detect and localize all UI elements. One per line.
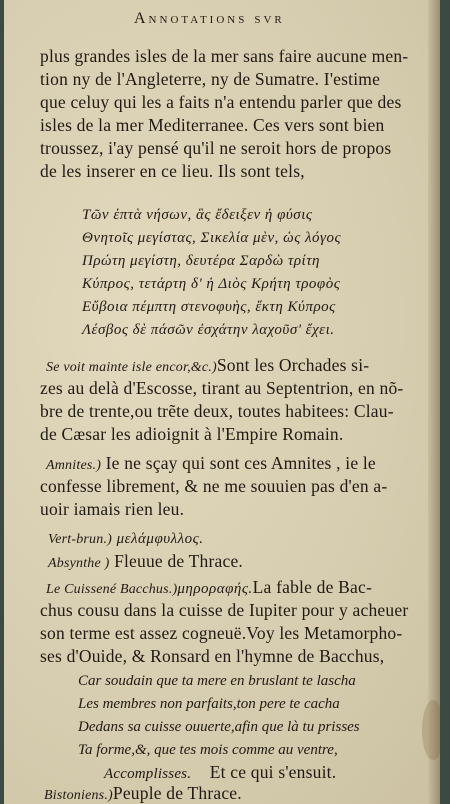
- bacchus-line: [46, 577, 372, 598]
- page-edge-shadow: [428, 0, 440, 804]
- orchades-line: [46, 355, 369, 376]
- paragraph1-line: de les inserer en ce lieu. Ils sont tels,: [40, 161, 305, 181]
- bacchus-line: chus cousu dans la cuisse de Iupiter pour y acheuer: [40, 600, 409, 620]
- paragraph1-line: troussez, i'ay pensé qu'il ne seroit hors de propos: [40, 138, 392, 158]
- amnites-line: [46, 453, 376, 474]
- lemma-gloss: Sont les Orchades si-: [216, 355, 370, 375]
- poem-line: Car soudain que ta mere en bruslant te lascha: [78, 673, 356, 689]
- lemma-gloss: Fleuue de Thrace.: [114, 551, 243, 571]
- amnites-line: confesse librement, & ne me souuien pas d'en a-: [40, 476, 388, 496]
- lemma-gloss: La fable de Bac-: [252, 577, 372, 597]
- absynthe-line: [48, 551, 243, 572]
- lemma-se-voit: Se voit mainte isle encor,&c.): [46, 360, 217, 375]
- orchades-line: zes au delà d'Escosse, tirant au Septentrion, en nõ-: [40, 378, 404, 398]
- paragraph1-line: isles de la mer Mediterranee. Ces vers sont bien: [40, 115, 385, 135]
- poem-line: Les membres non parfaits,ton pere te cacha: [78, 696, 340, 712]
- orchades-line: bre de trente,ou trẽte deux, toutes habitees: Clau-: [40, 401, 394, 421]
- book-page: [4, 0, 440, 804]
- lemma-bistoniens: Bistoniens.): [44, 788, 113, 803]
- ink-stain: [422, 700, 440, 760]
- greek-gloss: μηροραφής.: [177, 581, 253, 597]
- greek-verse-line: Πρώτη μεγίστη, δευτέρα Σαρδὼ τρίτη: [82, 253, 321, 269]
- lemma-absynthe: Absynthe ): [48, 556, 110, 571]
- greek-verse-line: Τῶν ἑπτὰ νήσων, ἃς ἔδειξεν ἡ φύσις: [82, 207, 313, 223]
- poem-last-line: [104, 762, 336, 783]
- bistoniens-line: [44, 783, 242, 804]
- vert-brun-line: [48, 527, 203, 548]
- greek-verse-line: Λέσβος δὲ πάσῶν ἐσχάτην λαχοῦσ' ἔχει.: [82, 322, 335, 338]
- bacchus-line: ses d'Ouide, & Ronsard en l'hymne de Bacchus,: [40, 646, 385, 666]
- greek-verse-line: Εὔβοια πέμπτη στενοφυὴς, ἕκτη Κύπρος: [82, 299, 336, 315]
- lemma-amnites: Amnites.): [46, 458, 102, 473]
- bacchus-line: son terme est assez cogneuë.Voy les Metamorpho-: [40, 623, 403, 643]
- lemma-gloss: Ie ne sçay qui sont ces Amnites , ie le: [101, 453, 376, 473]
- poem-line: Ta forme,&, que tes mois comme au ventre,: [78, 742, 338, 758]
- greek-verse-line: Θνητοῖς μεγίστας, Σικελία μὲν, ὡς λόγος: [82, 230, 342, 246]
- lemma-gloss: Peuple de Thrace.: [112, 783, 242, 803]
- lemma-vert-brun: Vert-brun.): [48, 532, 113, 547]
- amnites-line: uoir iamais rien leu.: [40, 499, 185, 519]
- orchades-line: de Cæsar les adioignit à l'Empire Romain.: [40, 424, 344, 444]
- greek-gloss: μελάμφυλλος.: [116, 531, 204, 547]
- paragraph1-line: tion ny de l'Angleterre, ny de Sumatre. I'estime: [40, 69, 381, 89]
- greek-verse-line: Κύπρος, τετάρτη δ' ἡ Διὸς Κρήτη τροφὸς: [82, 276, 341, 292]
- paragraph1-line: plus grandes isles de la mer sans faire aucune men-: [40, 46, 409, 66]
- poem-tail: Et ce qui s'ensuit.: [209, 762, 337, 782]
- poem-line: Accomplisses.: [104, 766, 192, 782]
- running-header: Annotations svr: [134, 10, 285, 27]
- poem-line: Dedans sa cuisse ouuerte,afin que là tu prisses: [78, 719, 360, 735]
- paragraph1-line: que celuy qui les a faits n'a entendu parler que des: [40, 92, 402, 112]
- lemma-bacchus: Le Cuissené Bacchus.): [46, 582, 178, 597]
